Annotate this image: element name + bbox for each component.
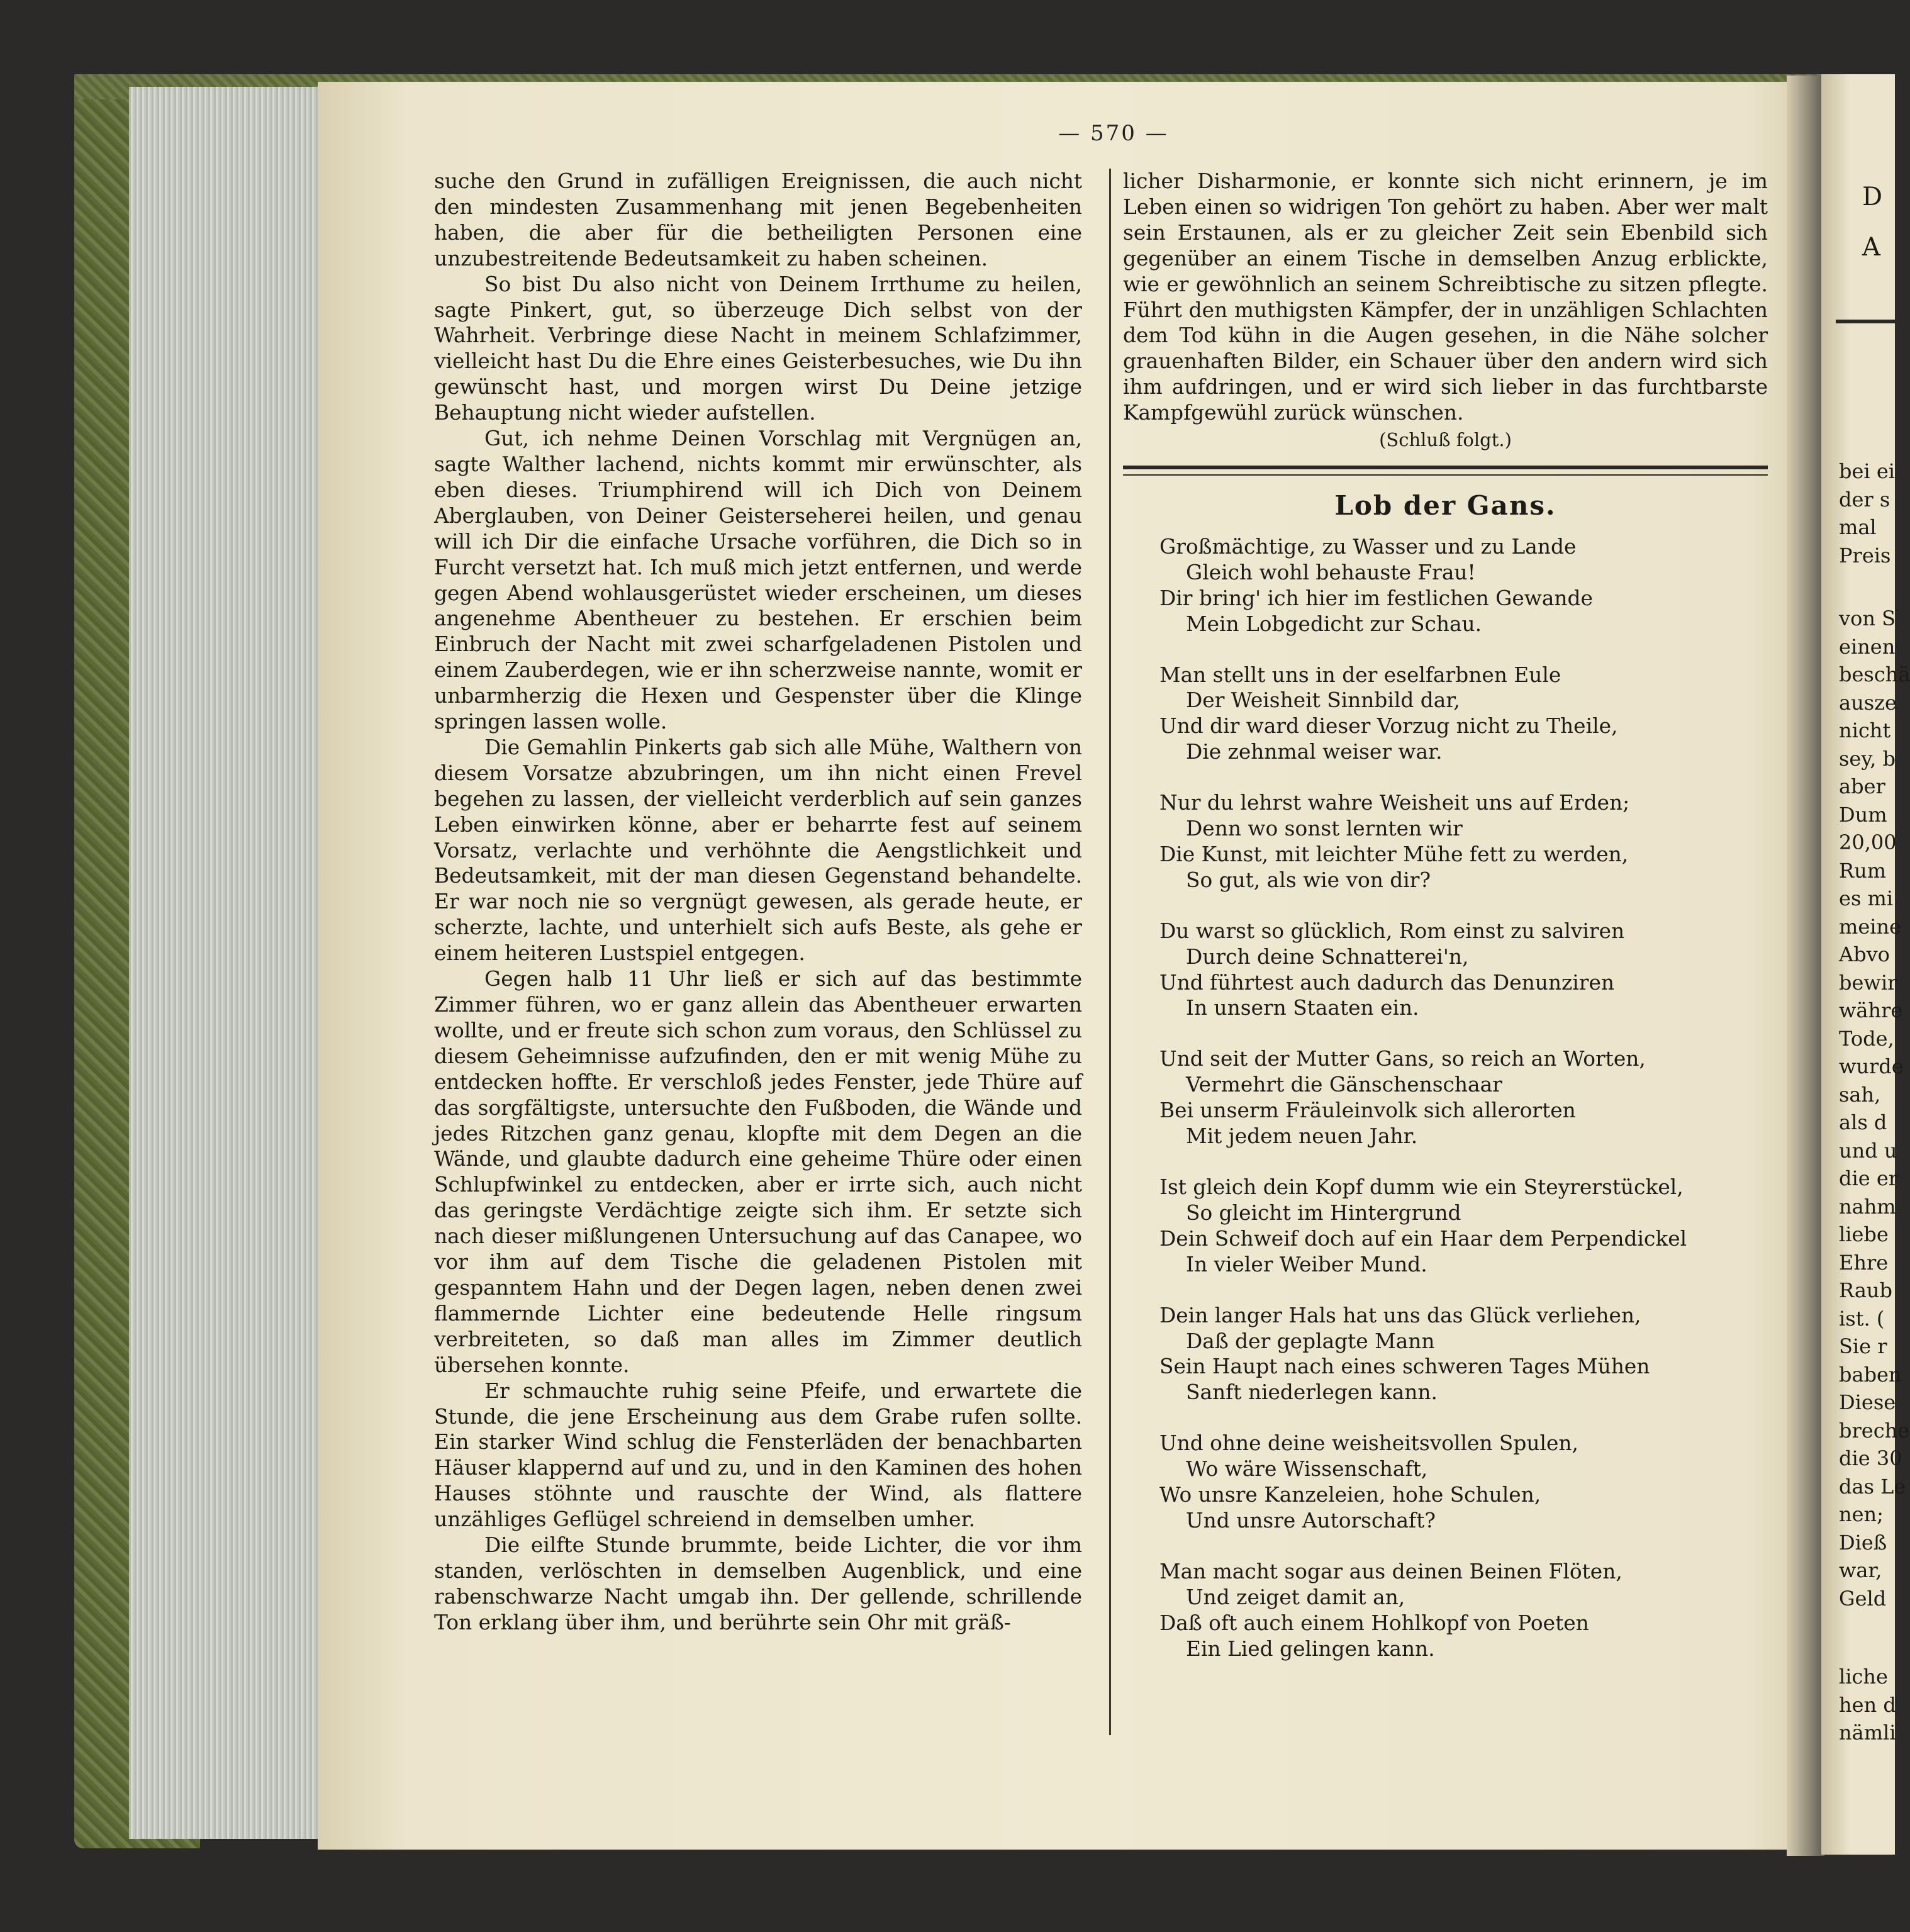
right-page-fragment: sah, [1839, 1082, 1881, 1107]
right-page-fragment: aber [1839, 774, 1885, 798]
right-page-fragment: hen d [1839, 1692, 1896, 1717]
right-page-fragment: nen; [1839, 1502, 1884, 1526]
paragraph: Die Gemahlin Pinkerts gab sich alle Mühe, Walthern von diesem Vorsatze abzubringen, um ihn nicht einen Frevel begehen zu lassen, der vielleicht verderblich auf sein ganzes Leben einwirken könne, aber er beharrte fest auf seinem Vorsatz, verlachte und verhöhnte die Aengstlichkeit und Bedeutsamkeit, mit der man diesen Gegenstand behandelte. Er war noch nie so vergnügt gewesen, als gerade heute, er scherzte, lachte, und unterhielt sich aufs Beste, als gehe er einem heiteren Lustspiel entgegen. [434, 735, 1082, 966]
right-page-fragment: Sie r [1839, 1334, 1887, 1358]
right-page-fragment: bei ei [1839, 459, 1895, 483]
poem-stanza [1159, 534, 1768, 637]
right-page-fragment: nicht [1839, 718, 1891, 742]
poem-line: Bei unserm Fräuleinvolk sich allerorten [1159, 1098, 1576, 1123]
poem-line: Ist gleich dein Kopf dumm wie ein Steyrerstückel, [1159, 1175, 1684, 1199]
poem-line: Und führtest auch dadurch das Denunziren [1159, 970, 1614, 995]
right-page-fragment: ist. ( [1839, 1306, 1885, 1331]
poem-line: Dein Schweif doch auf ein Haar dem Perpendickel [1159, 1226, 1687, 1251]
right-page-fragment: D [1862, 182, 1883, 211]
poem-line: So gut, als wie von dir? [1186, 868, 1431, 892]
poem-line: Mit jedem neuen Jahr. [1186, 1124, 1418, 1149]
paragraph: Die eilfte Stunde brummte, beide Lichter, die vor ihm standen, verlöschten in demselben Augenblick, und eine rabenschwarze Nacht umgab ihn. Der gellende, schrillende Ton erklang über ihm, und berührte sein Ohr mit gräß- [434, 1533, 1082, 1634]
right-page-fragment: liche [1839, 1665, 1888, 1689]
right-page-fragment: als d [1839, 1110, 1887, 1134]
poem-stanza [1159, 1175, 1768, 1278]
poem-line: So gleicht im Hintergrund [1186, 1200, 1461, 1225]
right-page-fragment: sey, b [1839, 746, 1896, 771]
poem-stanza [1159, 790, 1768, 893]
right-page-fragment: Geld [1839, 1586, 1887, 1611]
poem-line: Daß der geplagte Mann [1186, 1329, 1435, 1353]
poem-stanza [1159, 919, 1768, 1022]
left-column [434, 169, 1082, 1735]
poem-stanza [1159, 1431, 1768, 1534]
poem-line: Mein Lobgedicht zur Schau. [1186, 611, 1482, 636]
right-page-fragment: mal [1839, 515, 1877, 539]
poem-line: Gleich wohl behauste Frau! [1186, 560, 1476, 584]
poem-line: Und seit der Mutter Gans, so reich an Worten, [1159, 1047, 1646, 1071]
page-edges [129, 87, 325, 1839]
poem-line: Die zehnmal weiser war. [1186, 740, 1443, 764]
poem-line: Und ohne deine weisheitsvollen Spulen, [1159, 1431, 1578, 1456]
right-page-fragment: breche [1839, 1418, 1910, 1443]
poem-line: Ein Lied gelingen kann. [1186, 1636, 1435, 1661]
poem-line: In vieler Weiber Mund. [1186, 1252, 1427, 1276]
poem-stanza [1159, 1046, 1768, 1149]
poem-line: Sanft niederlegen kann. [1186, 1380, 1438, 1405]
poem-line: Und dir ward dieser Vorzug nicht zu Theile, [1159, 714, 1618, 739]
right-page-fragment: währe [1839, 998, 1903, 1022]
right-page-fragment: Rum [1839, 858, 1887, 883]
paragraph: licher Disharmonie, er konnte sich nicht erinnern, je im Leben einen so widrigen Ton gehört zu haben. Aber wer malt sein Erstaunen, als er zu gleicher Zeit sein Ebenbild sich gegenüber an einem Tische in demselben Anzug erblickte, wie er gewöhnlich an seinem Schreibtische zu sitzen pflegte. Führt den muthigsten Kämpfer, der in unzähligen Schlachten dem Tod kühn in die Augen gesehen, in die Nähe solcher grauenhaften Bilder, ein Schauer über den andern wird sich ihm aufdringen, und er wird sich lieber in das furchtbarste Kampfgewühl zurück wünschen. [1123, 169, 1768, 425]
right-column [1123, 169, 1768, 1687]
right-page-fragment: A [1862, 233, 1880, 262]
poem-line: Die Kunst, mit leichter Mühe fett zu werden, [1159, 842, 1629, 866]
poem-stanza [1159, 1559, 1768, 1662]
right-page-fragment: Dieß [1839, 1530, 1887, 1555]
paragraph: So bist Du also nicht von Deinem Irrthume zu heilen, sagte Pinkert, gut, so überzeuge Dich selbst von der Wahrheit. Verbringe diese Nacht in meinem Schlafzimmer, vielleicht hast Du die Ehre eines Geisterbesuches, wie Du ihn gewünscht hast, und morgen wirst Du Deine jetzige Behauptung nicht wieder aufstellen. [434, 272, 1082, 425]
poem-stanza [1159, 1303, 1768, 1406]
right-page-fragment: nämli [1839, 1721, 1896, 1745]
right-page-fragment: Tode, [1839, 1026, 1894, 1051]
right-page-fragment: und u [1839, 1138, 1897, 1163]
right-page-fragment: liebe [1839, 1222, 1889, 1246]
poem-line: Dir bring' ich hier im festlichen Gewande [1159, 586, 1593, 610]
poem-line: Nur du lehrst wahre Weisheit uns auf Erden; [1159, 791, 1630, 815]
poem-line: Du warst so glücklich, Rom einst zu salviren [1159, 919, 1625, 943]
poem-line: Und unsre Autorschaft? [1186, 1508, 1436, 1533]
poem-line: Großmächtige, zu Wasser und zu Lande [1159, 534, 1577, 559]
poem-line: Und zeiget damit an, [1186, 1585, 1405, 1609]
section-divider [1123, 466, 1768, 476]
poem-line: Durch deine Schnatterei'n, [1186, 944, 1469, 969]
right-page-fragment: war, [1839, 1558, 1882, 1582]
poem-line: Der Weisheit Sinnbild dar, [1186, 688, 1460, 713]
right-page-fragment: beschä [1839, 662, 1910, 686]
poem-line: Dein langer Hals hat uns das Glück verliehen, [1159, 1303, 1641, 1327]
right-page-fragment: baben [1839, 1362, 1902, 1387]
right-page-fragment: Ehre [1839, 1250, 1889, 1275]
page-number: — 570 — [1058, 121, 1169, 146]
column-divider [1109, 169, 1111, 1735]
book-gutter [1787, 75, 1824, 1856]
right-page-fragment: Diese [1839, 1390, 1896, 1414]
poem-line: Daß oft auch einem Hohlkopf von Poeten [1159, 1611, 1589, 1635]
poem-stanza [1159, 662, 1768, 766]
right-page-rule [1836, 320, 1895, 328]
poem-line: Wo unsre Kanzeleien, hohe Schulen, [1159, 1483, 1541, 1507]
poem-line: Man macht sogar aus deinen Beinen Flöten, [1159, 1559, 1622, 1583]
right-page-fragment: Dum [1839, 802, 1887, 827]
right-page-fragment: meine [1839, 914, 1902, 939]
right-page-fragment: die er [1839, 1166, 1899, 1190]
right-page-fragment: es mi [1839, 886, 1894, 910]
paragraph: Gut, ich nehme Deinen Vorschlag mit Vergnügen an, sagte Walther lachend, nichts kommt mir erwünschter, als eben dieses. Triumphirend will ich Dich von Deinem Aberglauben, von Deiner Geisterseherei heilen, und genau will ich Dir die einfache Ursache vorführen, die Dich so in Furcht versetzt hat. Ich muß mich jetzt entfernen, und werde gegen Abend wohlausgerüstet wieder erscheinen, um dieses angenehme Abentheuer zu bestehen. Er erschien beim Einbruch der Nacht mit zwei scharfgeladenen Pistolen und einem Zauberdegen, wie er ihn scherzweise nannte, womit er unbarmherzig die Hexen und Gespenster über die Klinge springen lassen wolle. [434, 427, 1082, 734]
right-page-fragment: Raub [1839, 1278, 1892, 1302]
right-page-fragment: das Le [1839, 1474, 1906, 1499]
poem-line: Vermehrt die Gänschenschaar [1186, 1073, 1502, 1097]
right-page-fragment: ausze [1839, 690, 1897, 715]
right-page-fragment: Abvo [1839, 942, 1890, 966]
poem-line: Man stellt uns in der eselfarbnen Eule [1159, 662, 1561, 687]
right-page-fragment: die 30 [1839, 1446, 1902, 1470]
continuation-note: (Schluß folgt.) [1379, 429, 1512, 451]
right-page-fragment: einen [1839, 634, 1896, 659]
right-page-fragment: 20,00 [1839, 830, 1897, 854]
right-page-fragment: der s [1839, 487, 1890, 511]
right-page-fragment: wurde [1839, 1054, 1904, 1078]
right-page-fragment: von S [1839, 606, 1896, 630]
right-page-fragment: bewir [1839, 970, 1897, 995]
paragraph: Er schmauchte ruhig seine Pfeife, und erwartete die Stunde, die jene Erscheinung aus dem Grabe rufen sollte. Ein starker Wind schlug die Fensterläden der benachbarten Häuser klappernd auf und zu, und in den Kaminen des hohen Hauses stöhnte und rauschte der Wind, als flattere unzähliges Geflügel schreiend in demselben umher. [434, 1378, 1082, 1532]
right-page-fragment: Preis [1839, 543, 1891, 567]
paragraph: Gegen halb 11 Uhr ließ er sich auf das bestimmte Zimmer führen, wo er ganz allein das Abentheuer erwarten wollte, und er freute sich schon zum voraus, den Schlüssel zu diesem Geheimnisse aufzufinden, den er mit wenig Mühe zu entdecken hoffte. Er verschloß jedes Fenster, jede Thüre auf das sorgfältigste, untersuchte den Fußboden, die Wände und jedes Ritzchen ganz genau, klopfte mit dem Degen an die Wände, und glaubte dadurch eine geheime Thüre oder einen Schlupfwinkel zu entdecken, aber er irrte sich, auch nicht das geringste Verdächtige zeigte sich ihm. Er setzte sich nach dieser mißlungenen Untersuchung auf das Canapee, wo vor ihm auf dem Tische die geladenen Pistolen mit gespanntem Hahn und der Degen lagen, neben denen zwei flammernde Lichter eine bedeutende Helle ringsum verbreiteten, so daß man alles im Zimmer deutlich übersehen konnte. [434, 967, 1082, 1377]
poem-line: Denn wo sonst lernten wir [1186, 817, 1463, 841]
poem-line: Sein Haupt nach eines schweren Tages Mühen [1159, 1354, 1650, 1379]
paragraph: suche den Grund in zufälligen Ereignissen, die auch nicht den mindesten Zusammenhang mit jenen Begebenheiten haben, die aber für die betheiligten Personen eine unzubestreitende Bedeutsamkeit zu haben scheinen. [434, 169, 1082, 271]
poem-line: Wo wäre Wissenschaft, [1186, 1457, 1428, 1482]
poem-title: Lob der Gans. [1334, 489, 1556, 521]
poem-line: In unsern Staaten ein. [1186, 996, 1419, 1020]
right-page-fragment: nahm [1839, 1194, 1896, 1219]
